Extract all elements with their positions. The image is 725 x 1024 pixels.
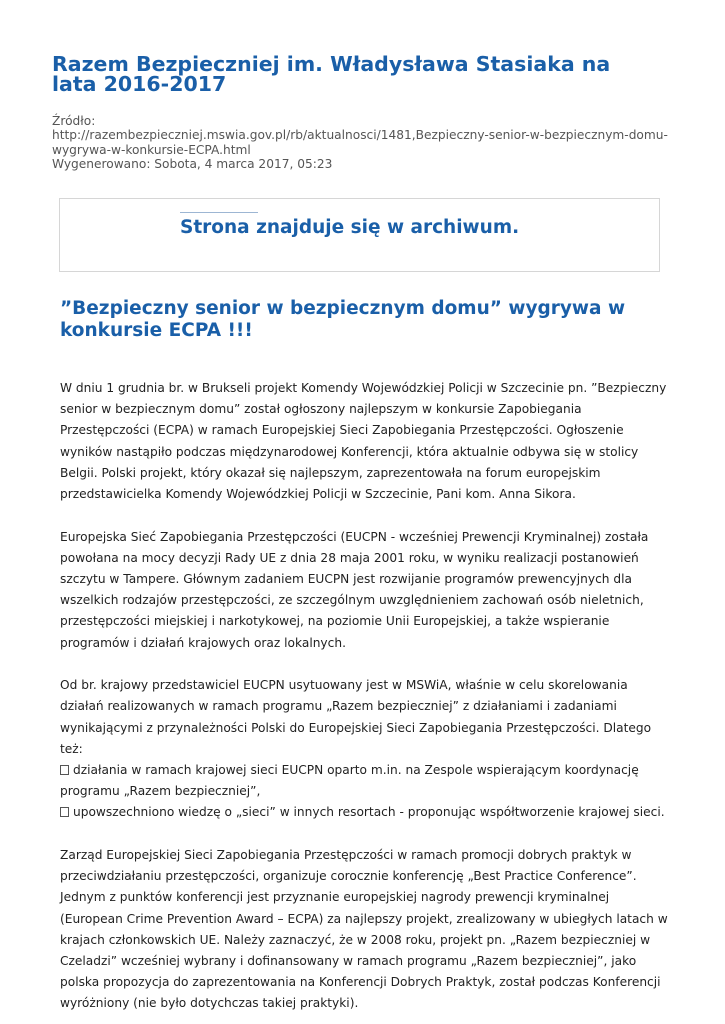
document-meta [52,114,677,172]
article-paragraph-4: Zarząd Europejskiej Sieci Zapobiegania Przestępczości w ramach promocji dobrych praktyk w przeciwdziałaniu przestępczości, organizuje corocznie konferencję „Best Practice Conference”. Jednym z punktów konferencji jest przyznanie europejskiej nagrody prewencji kryminalnej (European Crime Prevention Award – ECPA) za najlepszy projekt, zrealizowany w ubiegłych latach w krajach członkowskich UE. Należy zaznaczyć, że w 2008 roku, projekt pn. „Razem bezpieczniej w Czeladzi” wcześniej wybrany i dofinansowany w ramach programu „Razem bezpieczniej”, jako polska propozycja do zaprezentowania na Konferencji Dobrych Praktyk, został podczas Konferencji wyróżniony (nie było dotychczas takiej praktyki). [60,848,668,1011]
source-url[interactable]: http://razembezpieczniej.mswia.gov.pl/rb/aktualnosci/1481,Bezpieczny-senior-w-bezpiecznym-domu-wygrywa-w-konkursie-ECPA.html [52,128,668,157]
archive-notice: Strona znajduje się w archiwum. [180,217,520,238]
site-title: Razem Bezpieczniej im. Władysława Stasiaka na lata 2016-2017 [52,52,611,96]
archive-notice-rule [180,212,258,213]
source-label: Źródło: [52,114,96,128]
article-body [60,378,670,1015]
article-paragraph-1: W dniu 1 grudnia br. w Brukseli projekt Komendy Wojewódzkiej Policji w Szczecinie pn. ”Bezpieczny senior w bezpiecznym domu” został ogłoszony najlepszym w konkursie Zapobiegania Przestępczości (ECPA) w ramach Europejskiej Sieci Zapobiegania Przestępczości. Ogłoszenie wyników nastąpiło podczas międzynarodowej Konferencji, która aktualnie odbywa się w stolicy Belgii. Polski projekt, który okazał się najlepszym, zaprezentowała na forum europejskim przedstawicielka Komendy Wojewódzkiej Policji w Szczecinie, Pani kom. Anna Sikora. [60,381,667,502]
bullet-item-1: działania w ramach krajowej sieci EUCPN oparto m.in. na Zespole wspierającym koordynację programu „Razem bezpieczniej”, [60,763,639,799]
article-paragraph-3 [60,675,670,823]
missing-glyph-bullet-icon [60,807,69,817]
paragraph-3-intro: Od br. krajowy przedstawiciel EUCPN usytuowany jest w MSWiA, właśnie w celu skorelowania działań realizowanych w ramach programu „Razem bezpieczniej” z działaniami i zadaniami wynikającymi z przynależności Polski do Europejskiej Sieci Zapobiegania Przestępczości. Dlatego też: [60,678,652,756]
article-title: ”Bezpieczny senior w bezpiecznym domu” wygrywa w konkursie ECPA !!! [60,298,626,341]
missing-glyph-bullet-icon [60,765,69,775]
bullet-item-2: upowszechniono wiedzę o „sieci” w innych resortach - proponując współtworzenie krajowej sieci. [73,805,665,820]
archive-notice-box [59,198,660,272]
article-paragraph-2: Europejska Sieć Zapobiegania Przestępczości (EUCPN - wcześniej Prewencji Kryminalnej) została powołana na mocy decyzji Rady UE z dnia 28 maja 2001 roku, w wyniku realizacji postanowień szczytu w Tampere. Głównym zadaniem EUCPN jest rozwijanie programów prewencyjnych dla wszelkich rodzajów przestępczości, ze szczególnym uwzględnieniem zachowań osób nieletnich, przestępczości miejskiej i narkotykowej, na poziomie Unii Europejskiej, a także wspieranie programów i działań krajowych oraz lokalnych. [60,529,649,650]
generated-timestamp: Wygenerowano: Sobota, 4 marca 2017, 05:23 [52,157,333,172]
